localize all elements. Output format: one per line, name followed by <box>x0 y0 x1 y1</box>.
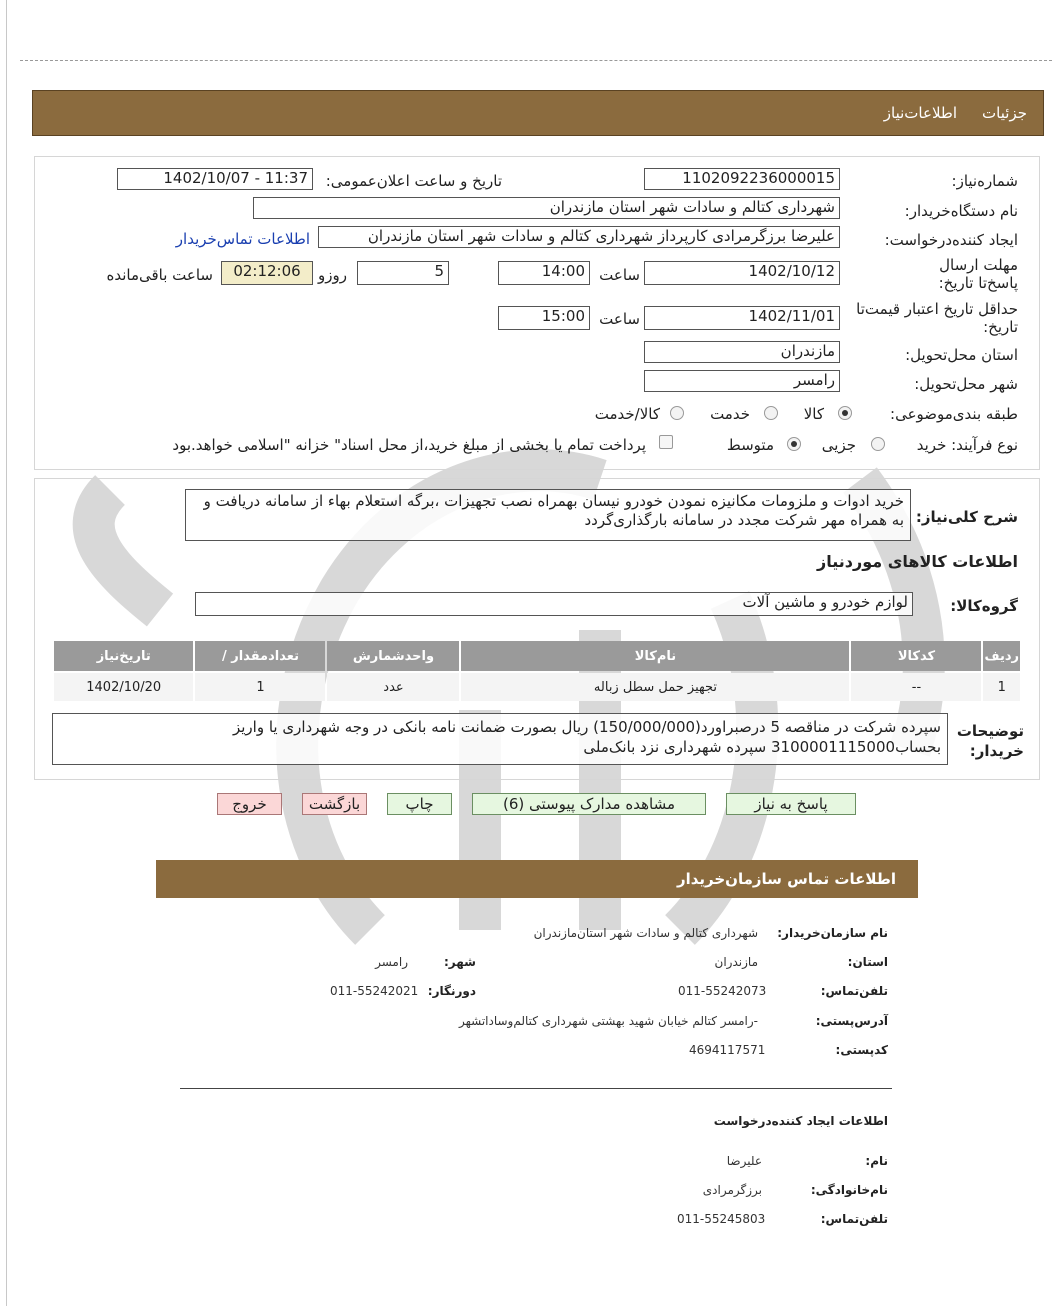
treasury-payment-checkbox[interactable] <box>659 435 673 449</box>
validity-time-field: 15:00 <box>498 306 590 330</box>
contact-divider <box>180 1088 892 1089</box>
city-label: شهر محل‌تحویل: <box>914 375 1018 393</box>
table-row <box>54 673 1020 701</box>
category-service-radio[interactable] <box>764 406 778 420</box>
col-name-header: نام‌کالا <box>461 641 849 671</box>
goods-table <box>52 639 1022 703</box>
org-name-label: نام سازمان‌خریدار: <box>777 926 888 940</box>
cell-qty: 1 <box>195 673 325 701</box>
back-button[interactable]: بازگشت <box>302 793 367 815</box>
province-label: استان محل‌تحویل: <box>905 346 1018 364</box>
process-medium-label: متوسط <box>726 436 774 454</box>
deadline-time-label: ساعت <box>599 266 640 284</box>
creator-phone-value: 011-55245803 <box>677 1212 766 1226</box>
cell-row: 1 <box>983 673 1020 701</box>
goods-table-header-row <box>54 641 1020 671</box>
creator-family-value: برزگرمرادی <box>702 1183 762 1197</box>
validity-date-field: 1402/11/01 <box>644 306 840 330</box>
treasury-payment-label: پرداخت تمام یا بخشی از مبلغ خرید،از محل اسناد" خزانه "اسلامی خواهد.بود <box>172 436 646 454</box>
col-qty-header: تعدادمقدار / <box>195 641 325 671</box>
col-row-header: ردیف <box>983 641 1020 671</box>
city-field: رامسر <box>644 370 840 392</box>
contact-address-value: -رامسر کتالم خیابان شهید بهشتی شهرداری کتالم‌وساداتشهر <box>458 1014 758 1028</box>
section-header <box>32 90 1044 136</box>
contact-title: اطلاعات تماس سازمان‌خریدار <box>676 870 896 888</box>
creator-info-title: اطلاعات ایجاد کننده‌درخواست <box>713 1114 888 1128</box>
contact-postal-label: کدپستی: <box>835 1043 888 1057</box>
reply-button[interactable]: پاسخ به نیاز <box>726 793 856 815</box>
process-small-radio[interactable] <box>871 437 885 451</box>
validity-time-label: ساعت <box>599 310 640 328</box>
validity-label: حداقل تاریخ اعتبار قیمت‌تا تاریخ: <box>856 300 1018 336</box>
goods-group-label: گروه‌کالا: <box>950 597 1018 615</box>
exit-button[interactable]: خروج <box>217 793 282 815</box>
creator-label: ایجاد کننده‌درخواست: <box>884 231 1018 249</box>
contact-province-label: استان: <box>847 955 888 969</box>
buyer-contact-link[interactable]: اطلاعات تماس‌خریدار <box>175 230 310 248</box>
contact-header <box>156 860 918 898</box>
creator-name-value: علیرضا <box>726 1154 762 1168</box>
contact-fax-value: 011-55242021 <box>330 984 419 998</box>
creator-field: علیرضا برزگرمرادی کارپرداز شهرداری کتالم و سادات شهر استان مازندران <box>318 226 840 248</box>
process-small-label: جزیی <box>821 436 856 454</box>
category-goods-radio[interactable] <box>838 406 852 420</box>
cell-unit: عدد <box>327 673 459 701</box>
creator-phone-label: تلفن‌تماس: <box>820 1212 888 1226</box>
buyer-notes-label: توضیحات خریدار: <box>956 722 1024 760</box>
contact-postal-value: 4694117571 <box>689 1043 766 1057</box>
category-goods-service-radio[interactable] <box>670 406 684 420</box>
creator-name-label: نام: <box>865 1154 888 1168</box>
category-service-label: خدمت <box>710 405 750 423</box>
org-name-value: شهرداری کتالم و سادات شهر استان‌مازندران <box>533 926 758 940</box>
col-unit-header: واحدشمارش <box>327 641 459 671</box>
goods-group-field: لوازم خودرو و ماشین آلات <box>195 592 913 616</box>
contact-province-value: مازندران <box>714 955 758 969</box>
goods-info-title: اطلاعات کالاهای موردنیاز <box>817 552 1018 571</box>
need-number-field: 1102092236000015 <box>644 168 840 190</box>
buyer-notes-field: سپرده شرکت در مناقصه 5 درصبراورد(150/000/000) ریال بصورت ضمانت نامه بانکی در وجه شهرداری یا واریز بحساب3100001115000 سپرده شهرداری نزد بانک‌ملی <box>52 713 948 765</box>
col-date-header: تاریخ‌نیاز <box>54 641 193 671</box>
description-field: خرید ادوات و ملزومات مکانیزه نمودن خودرو نیسان بهمراه نصب تجهیزات ،برگه استعلام بهاء از سامانه دریافت و به همراه مهر شرکت مجدد در سامانه بارگذاری‌گردد <box>185 489 911 541</box>
tab-need-info[interactable]: اطلاعات‌نیاز <box>883 104 957 122</box>
province-field: مازندران <box>644 341 840 363</box>
contact-city-value: رامسر <box>375 955 408 969</box>
contact-phone-label: تلفن‌تماس: <box>820 984 888 998</box>
print-button[interactable]: چاپ <box>387 793 452 815</box>
category-goods-label: کالا <box>803 405 824 423</box>
contact-phone-value: 011-55242073 <box>678 984 767 998</box>
deadline-time-field: 14:00 <box>498 261 590 285</box>
goods-table-wrap <box>52 639 1022 703</box>
col-code-header: کدکالا <box>851 641 981 671</box>
category-goods-service-label: کالا/خدمت <box>594 405 660 423</box>
contact-address-label: آدرس‌پستی: <box>815 1014 888 1028</box>
announce-field: 1402/10/07 - 11:37 <box>117 168 313 190</box>
remaining-time-field: 02:12:06 <box>221 261 313 285</box>
page-left-border <box>6 0 7 1306</box>
days-field: 5 <box>357 261 449 285</box>
view-attachments-button[interactable]: مشاهده مدارک پیوستی (6) <box>472 793 706 815</box>
announce-label: تاریخ و ساعت اعلان‌عمومی: <box>325 172 502 190</box>
process-label: نوع فرآیند: خرید <box>916 436 1018 454</box>
contact-city-label: شهر: <box>444 955 476 969</box>
remaining-label: ساعت باقی‌مانده <box>106 266 213 284</box>
description-label: شرح کلی‌نیاز: <box>915 508 1018 526</box>
contact-fax-label: دورنگار: <box>427 984 476 998</box>
top-dashed-rule <box>20 60 1052 61</box>
need-number-label: شماره‌نیاز: <box>951 172 1018 190</box>
deadline-date-field: 1402/10/12 <box>644 261 840 285</box>
cell-date: 1402/10/20 <box>54 673 193 701</box>
buyer-org-field: شهرداری کتالم و سادات شهر استان مازندران <box>253 197 840 219</box>
category-label: طبقه بندی‌موضوعی: <box>890 405 1018 423</box>
deadline-label: مهلت ارسال پاسخ‌تا تاریخ: <box>938 256 1018 292</box>
days-label: روزو <box>318 266 347 284</box>
cell-code: -- <box>851 673 981 701</box>
process-medium-radio[interactable] <box>787 437 801 451</box>
cell-name: تجهیز حمل سطل زباله <box>461 673 849 701</box>
creator-family-label: نام‌خانوادگی: <box>810 1183 888 1197</box>
buyer-org-label: نام دستگاه‌خریدار: <box>904 202 1018 220</box>
tab-details[interactable]: جزئيات <box>982 104 1027 122</box>
